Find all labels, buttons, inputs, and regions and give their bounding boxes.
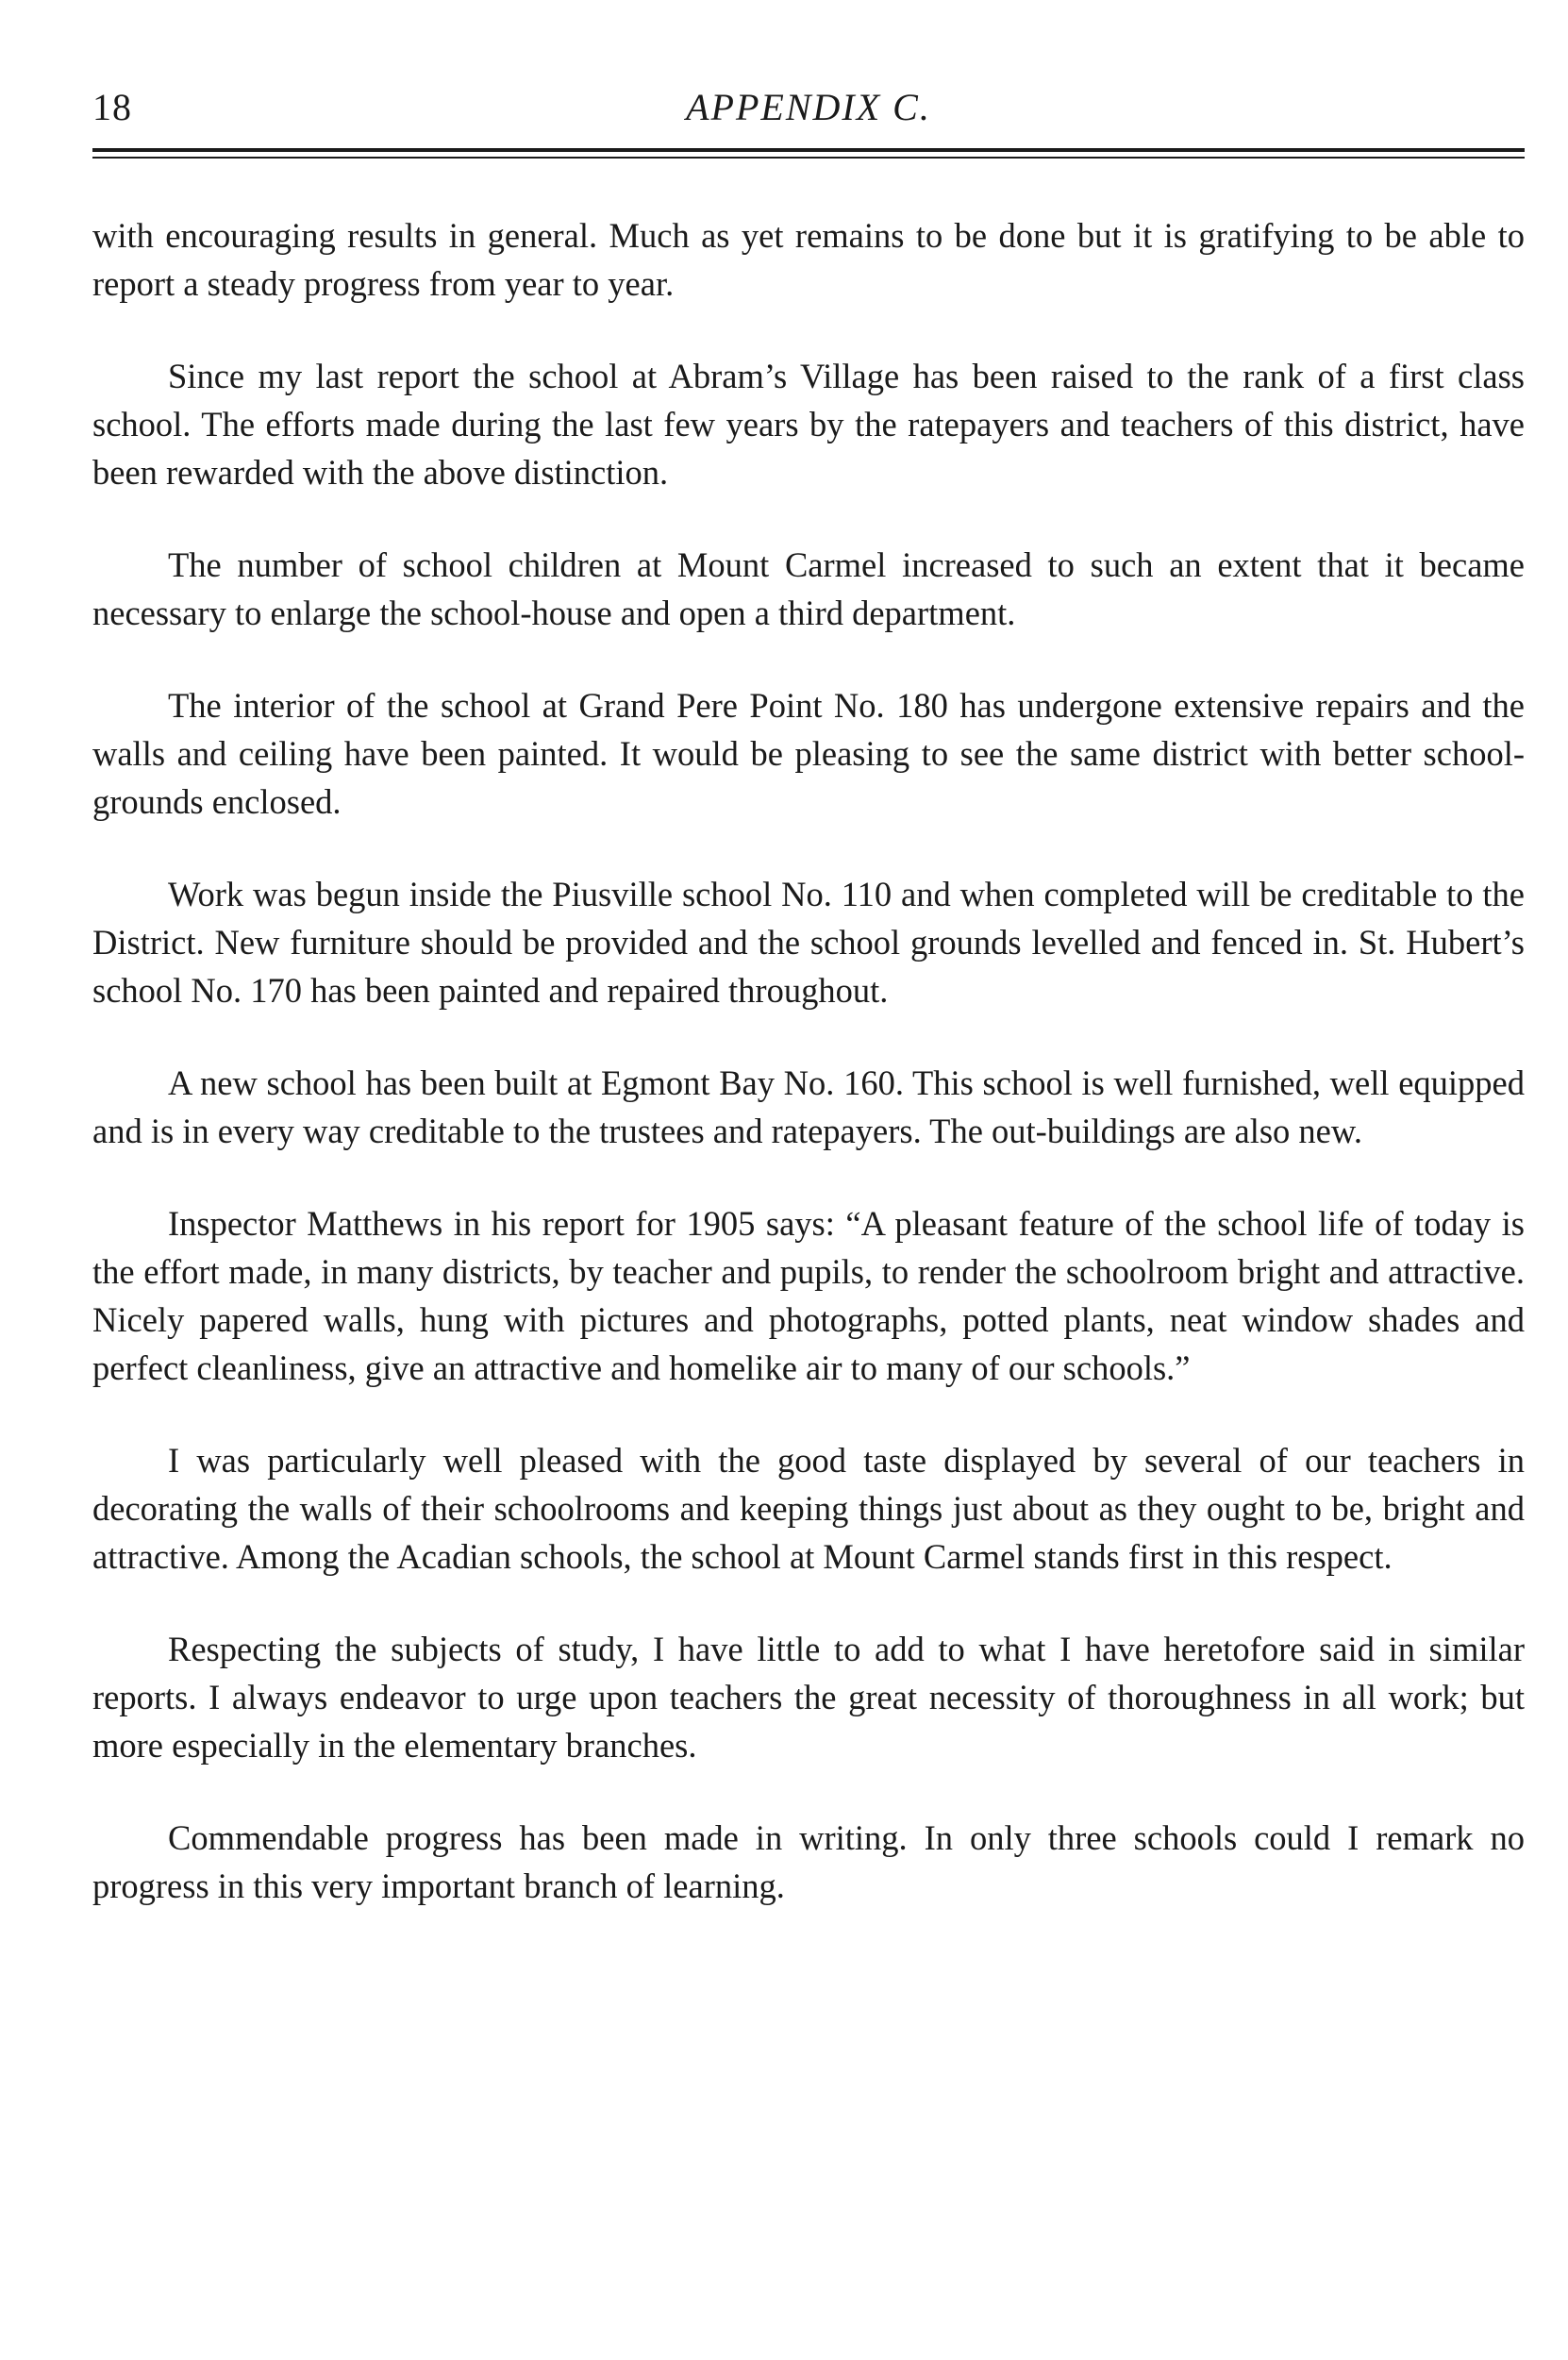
paragraph-decorating-schoolrooms: I was particularly well pleased with the good taste displayed by several of our teachers in decorating the walls of their schoolrooms and keeping things just about as they ought to be, bright and attractive. Among the Acadian schools, the school at Mount Carmel stands first in this respect. xyxy=(92,1441,1525,1576)
paragraph-inspector-matthews-quote: Inspector Matthews in his report for 1905 says: “A pleasant feature of the school life of today is the effort made, in many districts, by teacher and pupils, to render the schoolroom bright and attractive. Nicely papered walls, hung with pictures and photographs, potted plants, neat window shades and perfect cleanliness, give an attractive and homelike air to many of our schools.” xyxy=(92,1204,1525,1387)
running-head: APPENDIX C. xyxy=(686,86,931,128)
header-rule-thin xyxy=(92,157,1525,159)
paragraph-grand-pere-point: The interior of the school at Grand Pere Point No. 180 has undergone extensive repairs and the walls and ceiling have been painted. It would be pleasing to see the same district with better school-grounds enclosed. xyxy=(92,686,1525,821)
header-rule-thick xyxy=(92,148,1525,152)
page-number: 18 xyxy=(92,86,132,128)
paragraph-subjects-of-study: Respecting the subjects of study, I have little to add to what I have heretofore said in similar reports. I always endeavor to urge upon teachers the great necessity of thoroughness in all work; but more especially in the elementary branches. xyxy=(92,1630,1525,1765)
page-header xyxy=(92,75,1525,132)
paragraph-egmont-bay: A new school has been built at Egmont Bay No. 160. This school is well furnished, well equipped and is in every way creditable to the trustees and ratepayers. The out-buildings are also new. xyxy=(92,1063,1525,1150)
paragraph-abrams-village: Since my last report the school at Abram’s Village has been raised to the rank of a first class school. The efforts made during the last few years by the ratepayers and teachers of this district, have been rewarded with the above distinction. xyxy=(92,357,1525,492)
paragraph-piusville: Work was begun inside the Piusville school No. 110 and when completed will be creditable to the District. New furniture should be provided and the school grounds levelled and fenced in. St. Hubert’s school No. 170 has been painted and repaired throughout. xyxy=(92,875,1525,1010)
paragraph-writing-progress: Commendable progress has been made in writing. In only three schools could I remark no progress in this very important branch of learning. xyxy=(92,1818,1525,1905)
body-text xyxy=(92,211,1525,1954)
paragraph-continued: with encouraging results in general. Much as yet remains to be done but it is gratifying to be able to report a steady progress from year to year. xyxy=(92,216,1525,303)
paragraph-mount-carmel-enlargement: The number of school children at Mount Carmel increased to such an extent that it became necessary to enlarge the school-house and open a third department. xyxy=(92,545,1525,632)
